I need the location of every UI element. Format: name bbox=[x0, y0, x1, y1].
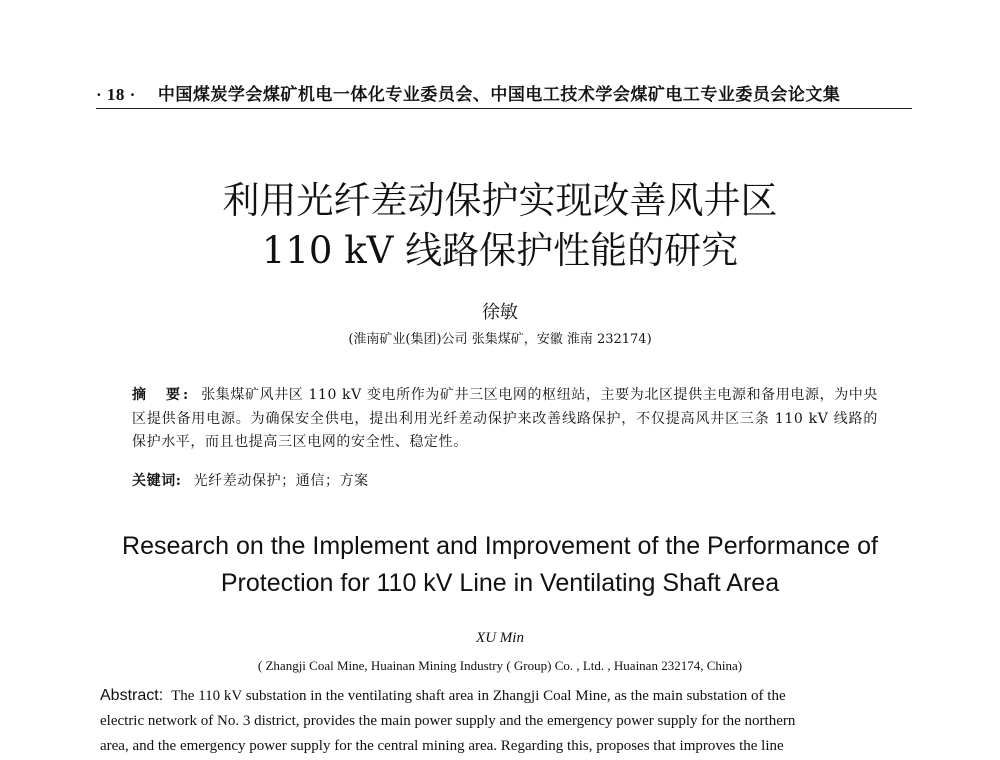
english-affiliation: ( Zhangji Coal Mine, Huainan Mining Industry ( Group) Co. , Ltd. , Huainan 232174, China) bbox=[257, 658, 743, 673]
chinese-title-line-2: 110 kV 线路保护性能的研究 bbox=[261, 229, 739, 272]
chinese-keywords bbox=[132, 470, 878, 493]
english-author: XU Min bbox=[476, 630, 524, 646]
chinese-keywords-text: 光纤差动保护；通信；方案 bbox=[193, 473, 369, 489]
chinese-abstract bbox=[132, 384, 878, 455]
chinese-abstract-label: 摘 要: bbox=[132, 387, 192, 403]
chinese-title-line-1: 利用光纤差动保护实现改善风井区 bbox=[222, 179, 778, 222]
header-rule bbox=[96, 108, 912, 109]
chinese-affiliation: (淮南矿业(集团)公司 张集煤矿，安徽 淮南 232174) bbox=[348, 332, 652, 347]
page-number: · 18 · bbox=[96, 85, 136, 104]
series-title: 中国煤炭学会煤矿机电一体化专业委员会、中国电工技术学会煤矿电工专业委员会论文集 bbox=[157, 85, 841, 105]
english-title bbox=[0, 528, 1000, 602]
chinese-author: 徐敏 bbox=[482, 302, 518, 323]
english-abstract-line-3: area, and the emergency power supply for the central mining area. Regarding this, proposes that improves the line bbox=[100, 738, 784, 754]
running-header bbox=[96, 80, 912, 105]
chinese-title bbox=[0, 176, 1000, 276]
english-title-line-2: Protection for 110 kV Line in Ventilating Shaft Area bbox=[220, 569, 780, 597]
english-abstract-line-2: electric network of No. 3 district, provides the main power supply and the emergency power supply for the northern bbox=[100, 713, 796, 729]
chinese-keywords-label: 关键词: bbox=[132, 473, 182, 489]
english-abstract bbox=[100, 683, 914, 759]
english-abstract-label: Abstract: bbox=[100, 687, 164, 704]
english-abstract-line-1 bbox=[100, 683, 914, 709]
english-title-line-1: Research on the Implement and Improvement of the Performance of bbox=[122, 532, 878, 560]
chinese-abstract-text: 张集煤矿风井区 110 kV 变电所作为矿井三区电网的枢纽站，主要为北区提供主电源和备用电源，为中央区提供备用电源。为确保安全供电，提出利用光纤差动保护来改善线路保护，不仅提高风井区三条 110 kV 线路的保护水平，而且也提高三区电网的安全性、稳定性。 bbox=[132, 387, 878, 450]
english-abstract-text-1: The 110 kV substation in the ventilating shaft area in Zhangji Coal Mine, as the main substation of the bbox=[171, 688, 786, 704]
